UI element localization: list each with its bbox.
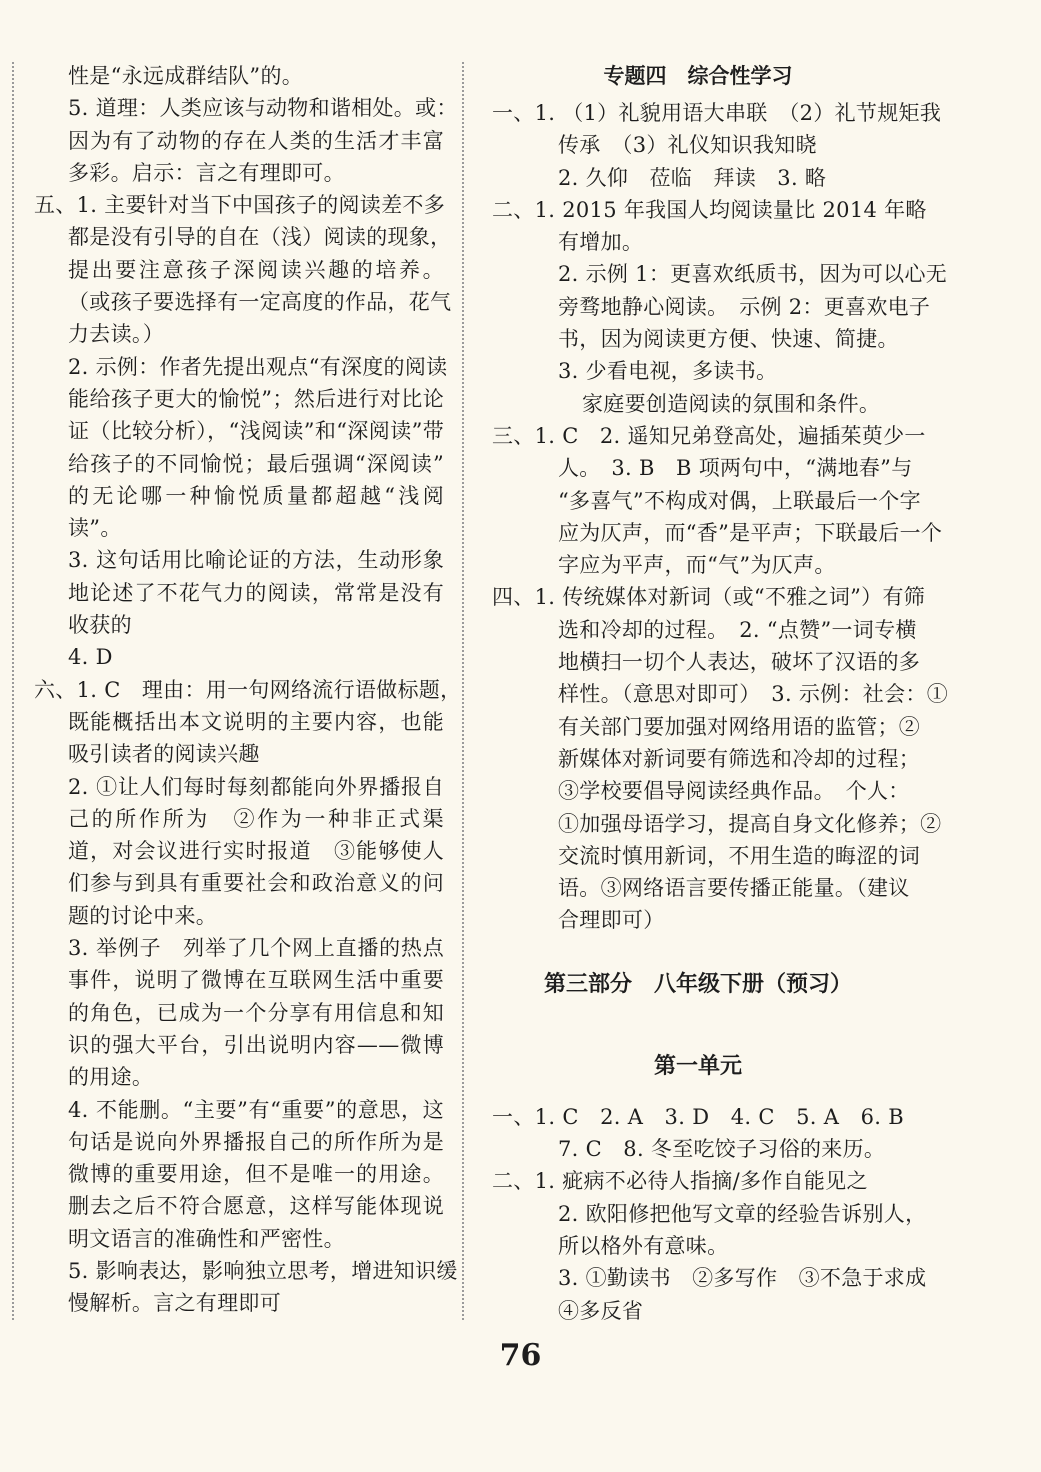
answer-line: ④多反省 bbox=[558, 1298, 644, 1323]
left-margin-rule bbox=[12, 62, 14, 1320]
answer-line: 应为仄声，而“香”是平声；下联最后一个 bbox=[558, 520, 943, 545]
answer-line: 4. D bbox=[68, 645, 113, 670]
answer-line: 都是没有引导的自在（浅）阅读的现象， bbox=[68, 225, 452, 250]
answer-line: 五、1. 主要针对当下中国孩子的阅读差不多 bbox=[34, 193, 446, 218]
answer-line: 新媒体对新词要有筛选和冷却的过程； bbox=[558, 746, 921, 771]
answer-line: 道，对会议进行实时报道 ③能够使人 bbox=[68, 839, 444, 864]
answer-line: “多喜气”不构成对偶，上联最后一个字 bbox=[558, 488, 921, 513]
answer-line: 5. 道理：人类应该与动物和谐相处。或： bbox=[68, 96, 458, 121]
answer-line: 证（比较分析），“浅阅读”和“深阅读”带 bbox=[68, 419, 444, 444]
answer-line: 2. ①让人们每时每刻都能向外界播报自 bbox=[68, 774, 444, 799]
answer-line: 4. 不能删。“主要”有“重要”的意思，这 bbox=[68, 1097, 444, 1122]
answer-line: 微博的重要用途，但不是唯一的用途。 bbox=[68, 1162, 444, 1187]
answer-line: 交流时慎用新词，不用生造的晦涩的词 bbox=[558, 843, 921, 868]
answer-line: 多彩。启示：言之有理即可。 bbox=[68, 160, 345, 185]
answer-line: 语。③网络语言要传播正能量。（建议 bbox=[558, 876, 910, 901]
answer-line: ③学校要倡导阅读经典作品。 个人： bbox=[558, 779, 910, 804]
answer-line: 字应为平声，而“气”为仄声。 bbox=[558, 553, 836, 578]
answer-line: 3. 这句话用比喻论证的方法，生动形象 bbox=[68, 548, 444, 573]
answer-line: 合理即可） bbox=[558, 908, 665, 933]
unit-heading: 第一单元 bbox=[653, 1053, 742, 1079]
answer-line: 7. C 8. 冬至吃饺子习俗的来历。 bbox=[558, 1137, 886, 1162]
answer-line: 慢解析。言之有理即可 bbox=[68, 1291, 281, 1316]
topic-answers bbox=[492, 97, 949, 937]
answer-line: 明文语言的准确性和严密性。 bbox=[68, 1226, 345, 1251]
answer-line: 读”。 bbox=[68, 516, 122, 541]
answer-line: 家庭要创造阅读的氛围和条件。 bbox=[582, 391, 881, 416]
answer-line: 删去之后不符合愿意，这样写能体现说 bbox=[68, 1194, 444, 1219]
answer-line: 己的所作所为 ②作为一种非正式渠 bbox=[68, 806, 444, 831]
answer-line: 提出要注意孩子深阅读兴趣的培养。 bbox=[68, 257, 444, 282]
answer-line: 地横扫一切个人表达，破坏了汉语的多 bbox=[558, 650, 921, 675]
answer-line: 一、1. （1）礼貌用语大串联 （2）礼节规矩我 bbox=[492, 101, 942, 125]
answer-line: 的无论哪一种愉悦质量都超越“浅阅 bbox=[68, 483, 444, 508]
answer-line: 们参与到具有重要社会和政治意义的问 bbox=[68, 871, 444, 896]
part-heading: 第三部分 八年级下册（预习） bbox=[543, 971, 852, 997]
answer-line: 事件，说明了微博在互联网生活中重要 bbox=[68, 968, 444, 993]
answer-line: 二、1. 2015 年我国人均阅读量比 2014 年略 bbox=[492, 197, 927, 222]
answer-line: 3. 少看电视，多读书。 bbox=[558, 359, 778, 384]
answer-line: 题的讨论中来。 bbox=[68, 903, 218, 928]
answer-line: 既能概括出本文说明的主要内容，也能 bbox=[68, 709, 444, 734]
topic-heading: 专题四 综合性学习 bbox=[603, 64, 793, 88]
answer-line: 识的强大平台，引出说明内容——微博 bbox=[68, 1032, 444, 1057]
answer-line: 二、1. 疵病不必待人指摘/多作自能见之 bbox=[492, 1169, 868, 1194]
answer-line: 3. ①勤读书 ②多写作 ③不急于求成 bbox=[558, 1266, 927, 1291]
answer-line: 因为有了动物的存在人类的生活才丰富 bbox=[68, 128, 444, 153]
answer-line: 吸引读者的阅读兴趣 bbox=[68, 742, 260, 767]
answer-line: 力去读。） bbox=[68, 322, 164, 347]
answer-line: 有增加。 bbox=[558, 230, 644, 255]
answer-line: 传承 （3）礼仪知识我知晓 bbox=[558, 133, 817, 158]
left-column bbox=[34, 60, 462, 1320]
answer-line: 三、1. C 2. 遥知兄弟登高处，遍插茱萸少一 bbox=[492, 423, 926, 448]
answer-line: 选和冷却的过程。 2. “点赞”一词专横 bbox=[558, 617, 917, 642]
answer-line: 2. 久仰 莅临 拜读 3. 略 bbox=[558, 165, 827, 190]
answer-line: （或孩子要选择有一定高度的作品，花气 bbox=[68, 290, 452, 315]
unit-answers bbox=[492, 1101, 927, 1327]
answer-line: 所以格外有意味。 bbox=[558, 1233, 729, 1258]
answer-line: 5. 影响表达，影响独立思考，增进知识缓 bbox=[68, 1258, 458, 1283]
answer-line: 四、1. 传统媒体对新词（或“不雅之词”）有筛 bbox=[492, 585, 926, 610]
answer-line: 给孩子的不同愉悦；最后强调“深阅读” bbox=[68, 451, 444, 476]
answer-line: 收获的 bbox=[68, 613, 132, 638]
answer-line: 句话是说向外界播报自己的所作所为是 bbox=[68, 1129, 444, 1154]
answer-line: 样性。（意思对即可） 3. 示例：社会：① bbox=[558, 682, 949, 707]
page-number: 76 bbox=[499, 1338, 542, 1373]
answer-line: 旁骛地静心阅读。 示例 2：更喜欢电子 bbox=[558, 294, 931, 319]
answer-line: 3. 举例子 列举了几个网上直播的热点 bbox=[68, 936, 444, 961]
answer-line: 地论述了不花气力的阅读，常常是没有 bbox=[68, 580, 444, 605]
answer-line: 的角色，已成为一个分享有用信息和知 bbox=[68, 1000, 444, 1025]
answer-line: 有关部门要加强对网络用语的监管；② bbox=[558, 714, 921, 739]
answer-line: 六、1. C 理由：用一句网络流行语做标题， bbox=[34, 677, 462, 702]
column-divider bbox=[462, 62, 464, 1320]
answer-line: 2. 示例：作者先提出观点“有深度的阅读 bbox=[68, 354, 448, 379]
answer-line: 性是“永远成群结队”的。 bbox=[68, 64, 304, 88]
answer-line: 书，因为阅读更方便、快速、简捷。 bbox=[558, 327, 899, 352]
answer-line: 一、1. C 2. A 3. D 4. C 5. A 6. B bbox=[492, 1104, 904, 1129]
right-column bbox=[492, 60, 949, 1327]
answer-line: 能给孩子更大的愉悦”；然后进行对比论 bbox=[68, 386, 444, 411]
answer-line: ①加强母语学习，提高自身文化修养；② bbox=[558, 811, 942, 836]
answer-line: 2. 欧阳修把他写文章的经验告诉别人， bbox=[558, 1201, 927, 1226]
answer-line: 人。 3. B B 项两句中，“满地春”与 bbox=[558, 456, 913, 481]
answer-line: 2. 示例 1：更喜欢纸质书，因为可以心无 bbox=[558, 262, 948, 287]
answer-line: 的用途。 bbox=[68, 1065, 154, 1090]
